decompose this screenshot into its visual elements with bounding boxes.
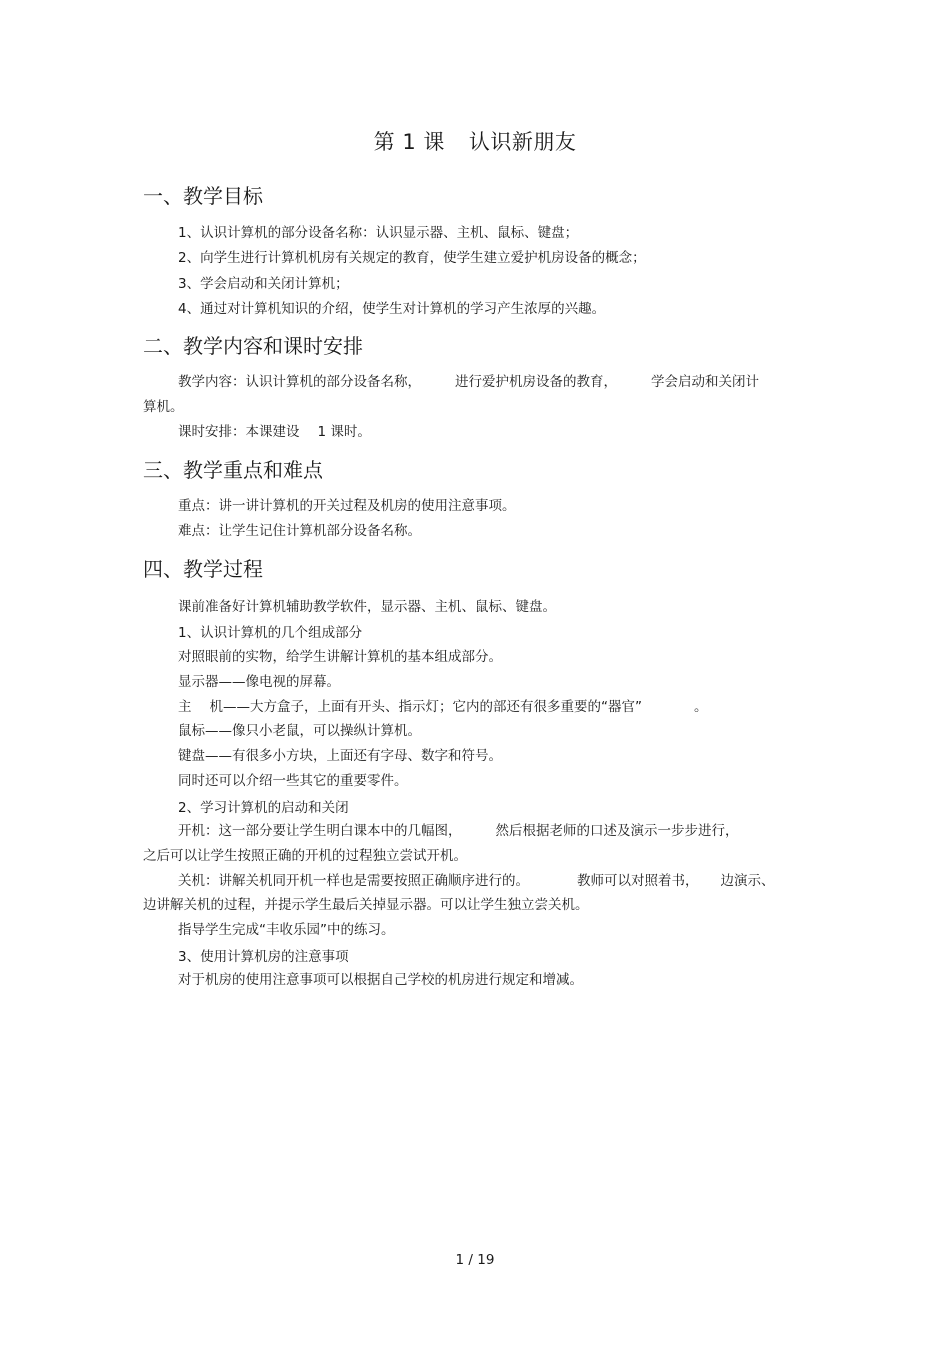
- process-part: 然后根据老师的口述及演示一步步进行，: [495, 823, 739, 839]
- subsection-title: 1、认识计算机的几个组成部分: [178, 625, 363, 641]
- process-line: 显示器——像电视的屏幕。: [178, 674, 340, 690]
- lesson-title: [0, 126, 950, 156]
- process-line-continued: 边讲解关机的过程，并提示学生最后关掉显示器。可以让学生独立尝关机。: [143, 897, 589, 913]
- schedule-part: 1 课时。: [317, 424, 371, 440]
- section-heading-content: 二、教学内容和课时安排: [143, 334, 363, 358]
- process-line: 对于机房的使用注意事项可以根据自己学校的机房进行规定和增减。: [178, 972, 583, 988]
- process-part: 。: [694, 699, 708, 715]
- subsection-title: 3、使用计算机房的注意事项: [178, 949, 349, 965]
- process-line: [178, 869, 775, 889]
- process-part: 教师可以对照着书，: [577, 873, 699, 889]
- section-heading-key-points: 三、教学重点和难点: [143, 458, 323, 482]
- process-part: 机——大方盒子，上面有开头、指示灯；它内的部还有很多重要的“器官”: [209, 699, 642, 715]
- process-line: [178, 695, 708, 715]
- content-line: [178, 370, 759, 390]
- lesson-name: 认识新朋友: [468, 130, 577, 154]
- subsection-title: 2、学习计算机的启动和关闭: [178, 800, 349, 816]
- process-line: 对照眼前的实物，给学生讲解计算机的基本组成部分。: [178, 649, 502, 665]
- process-line: 键盘——有很多小方块，上面还有字母、数字和符号。: [178, 748, 502, 764]
- process-part: 关机：讲解关机同开机一样也是需要按照正确顺序进行的。: [178, 873, 529, 889]
- process-line: [178, 819, 739, 839]
- schedule-line: [178, 420, 371, 440]
- section-heading-objectives: 一、教学目标: [143, 184, 263, 208]
- key-point-line: 重点：讲一讲计算机的开关过程及机房的使用注意事项。: [178, 498, 516, 514]
- section-heading-process: 四、教学过程: [143, 557, 263, 581]
- page-number: 1 / 19: [455, 1252, 495, 1268]
- schedule-part: 课时安排：本课建设: [178, 424, 300, 440]
- process-part: 主: [178, 699, 192, 715]
- process-line: 鼠标——像只小老鼠，可以操纵计算机。: [178, 723, 421, 739]
- objective-item: 4、通过对计算机知识的介绍，使学生对计算机的学习产生浓厚的兴趣。: [178, 301, 606, 317]
- objective-item: 3、学会启动和关闭计算机；: [178, 276, 349, 292]
- objective-item: 2、向学生进行计算机机房有关规定的教育，使学生建立爱护机房设备的概念；: [178, 250, 646, 266]
- process-line-continued: 之后可以让学生按照正确的开机的过程独立尝试开机。: [143, 848, 467, 864]
- process-line: 指导学生完成“丰收乐园”中的练习。: [178, 922, 395, 938]
- content-part: 进行爱护机房设备的教育，: [455, 374, 617, 390]
- process-part: 边演示、: [720, 873, 775, 889]
- content-part: 教学内容：认识计算机的部分设备名称，: [178, 374, 421, 390]
- difficult-point-line: 难点：让学生记住计算机部分设备名称。: [178, 523, 421, 539]
- content-line-continued: 算机。: [143, 399, 184, 415]
- process-part: 开机：这一部分要让学生明白课本中的几幅图，: [178, 823, 462, 839]
- process-line: 同时还可以介绍一些其它的重要零件。: [178, 773, 408, 789]
- process-line: 课前准备好计算机辅助教学软件，显示器、主机、鼠标、键盘。: [178, 599, 556, 615]
- lesson-number: 第 1 课: [373, 130, 445, 154]
- content-part: 学会启动和关闭计: [651, 374, 759, 390]
- objective-item: 1、认识计算机的部分设备名称：认识显示器、主机、鼠标、键盘；: [178, 225, 579, 241]
